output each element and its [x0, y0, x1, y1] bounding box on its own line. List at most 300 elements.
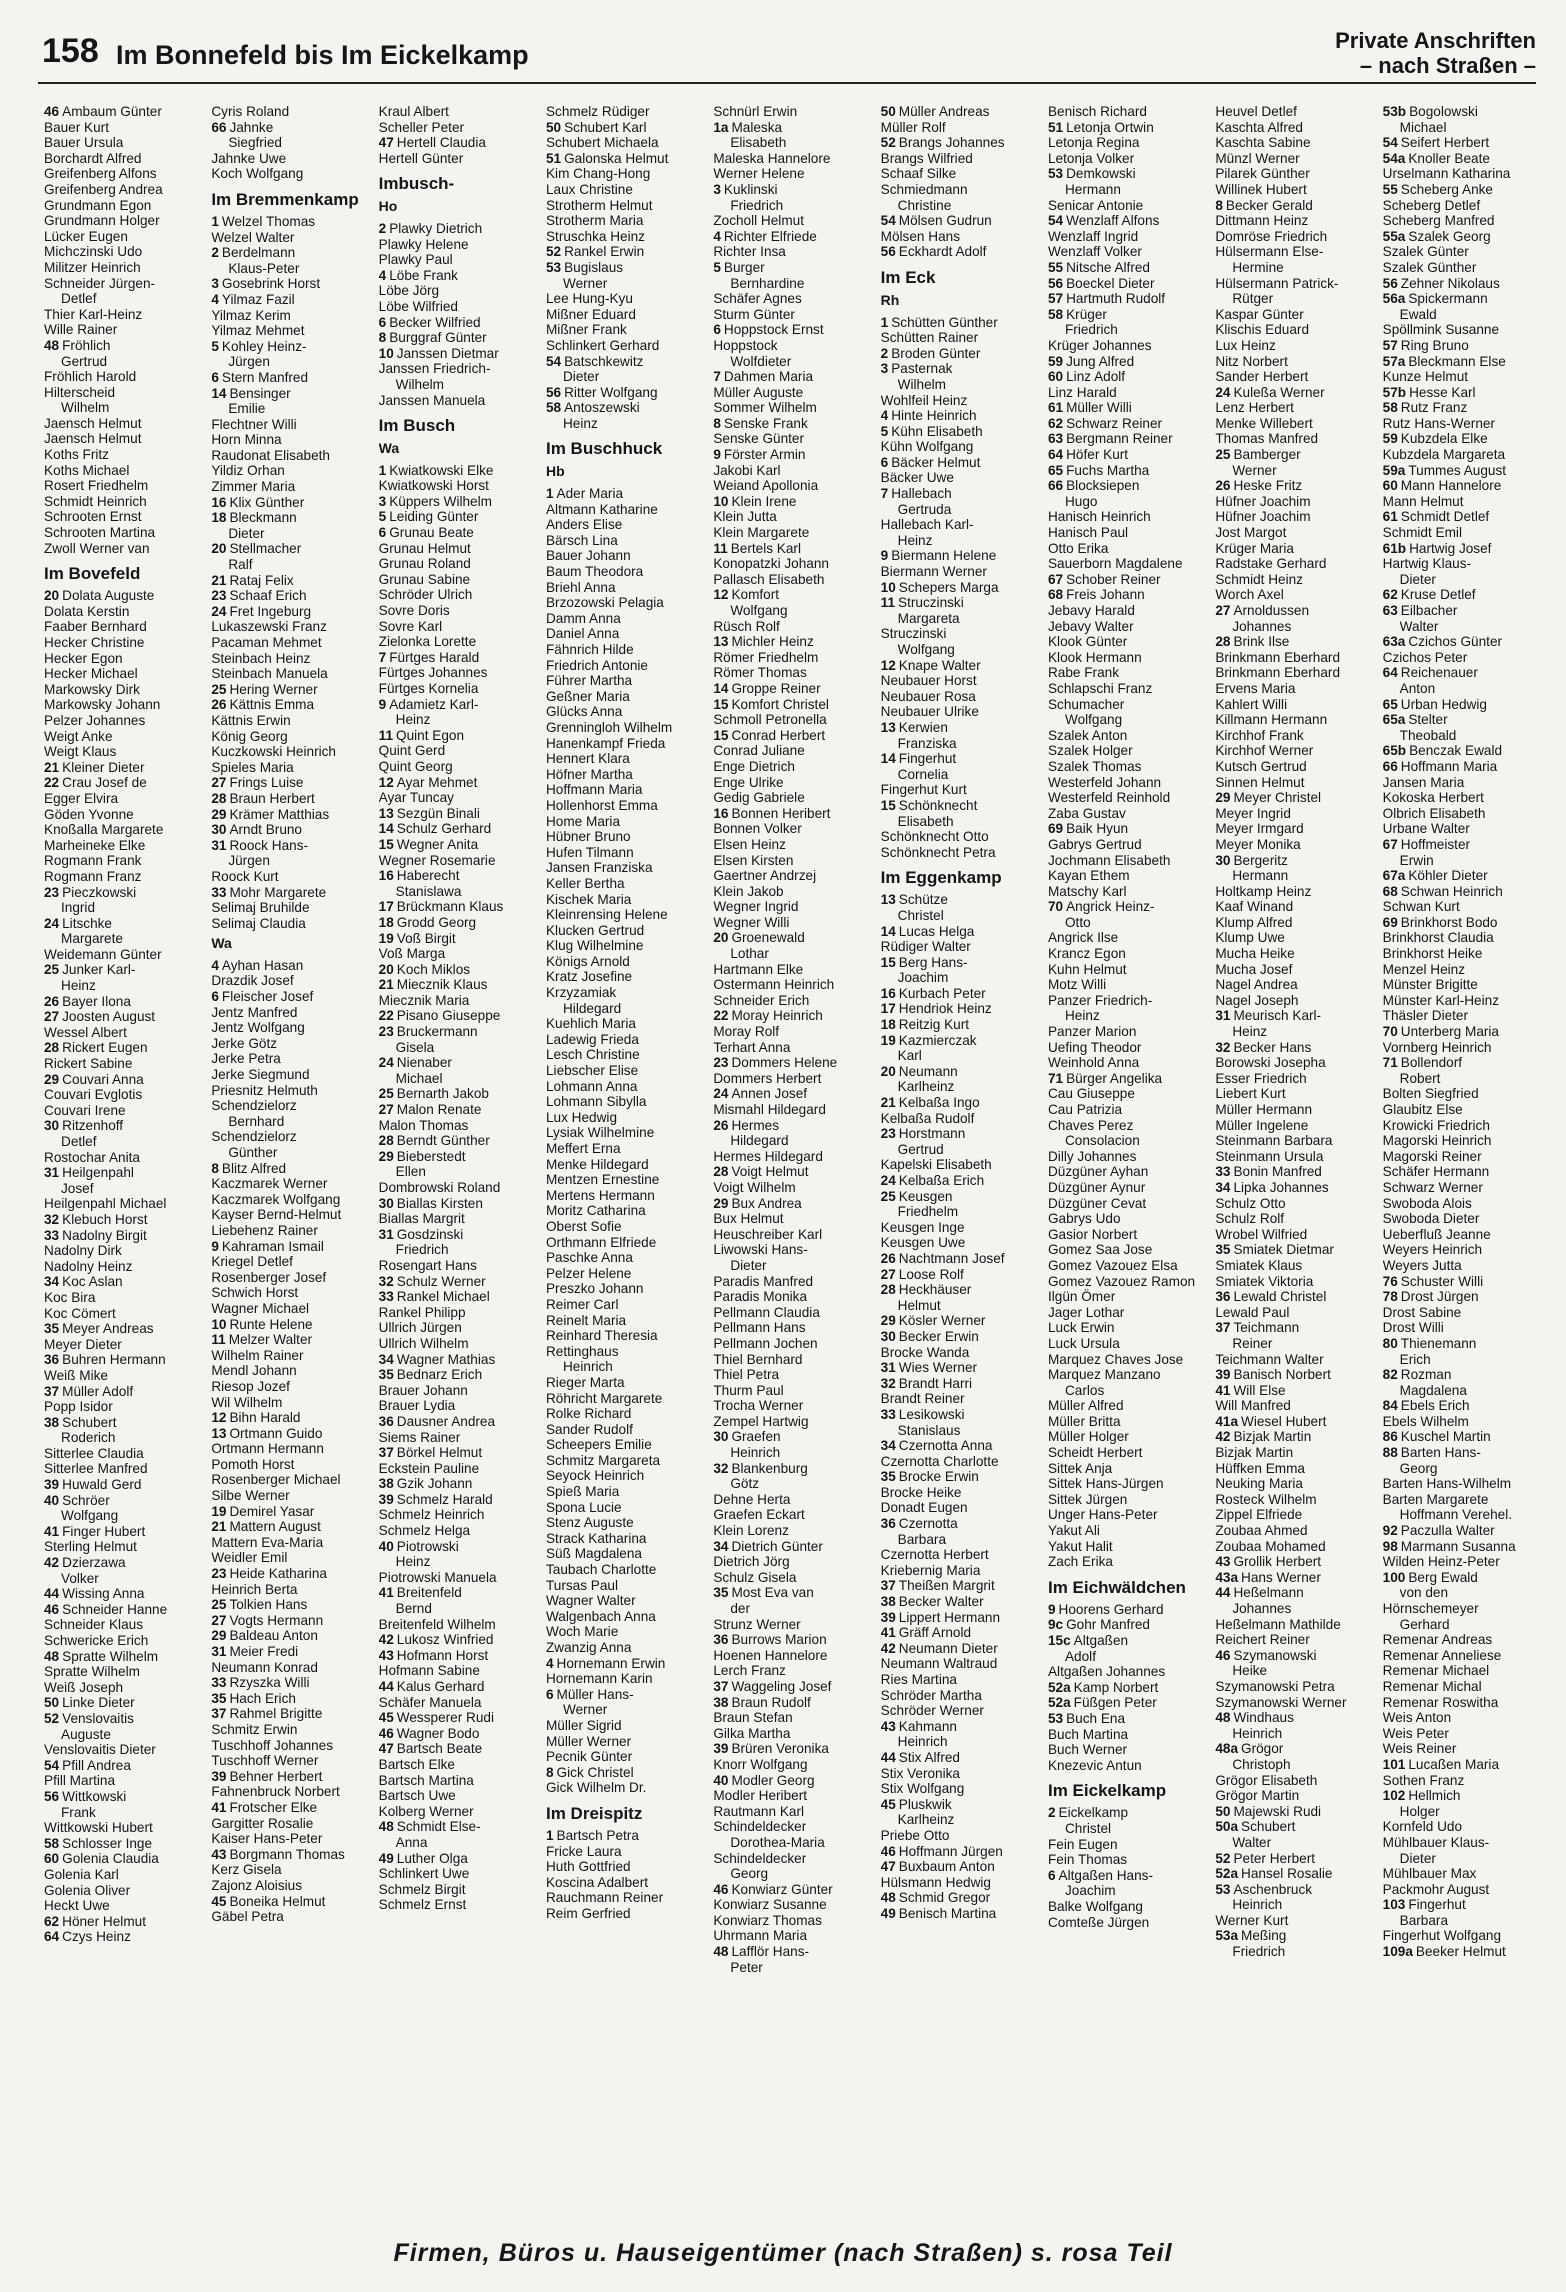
listing-entry: Hornemann Karin [545, 1671, 653, 1687]
listing-continuation: Dieter [562, 369, 600, 385]
listing-entry: Kättnis Erwin [211, 712, 291, 728]
listing-entry: Rieger Marta [545, 1374, 625, 1390]
listing-entry: Müller Britta [1047, 1413, 1121, 1429]
listing-entry: Fricke Laura [545, 1843, 622, 1859]
resident-name: Spickermann [1408, 291, 1488, 307]
house-number: 29 [1215, 790, 1231, 806]
listing-entry: Otto Erika [1047, 540, 1109, 556]
listing-entry [379, 509, 536, 525]
listing-entry: Jansen Maria [1382, 774, 1465, 790]
house-number: 61 [1382, 509, 1398, 525]
listing-entry: Gomez Vazouez Elsa [1047, 1257, 1178, 1273]
resident-name: Blocksiepen [1066, 478, 1140, 494]
resident-name: Golenia Claudia [62, 1851, 159, 1867]
resident-name: Arndt Bruno [229, 822, 302, 838]
listing-continuation: Heinrich [562, 1359, 613, 1375]
listing-continuation: Walter [1232, 1834, 1272, 1850]
resident-name: Mohr Margarete [229, 884, 327, 900]
listing-entry: Yilmaz Mehmet [211, 323, 305, 339]
house-number: 44 [44, 1586, 60, 1602]
resident-name: Hendriok Heinz [898, 1001, 992, 1017]
house-number: 64 [44, 1929, 60, 1945]
listing-entry: Gilka Martha [713, 1725, 791, 1741]
house-number: 50 [880, 104, 896, 119]
listing-entry: Faaber Bernhard [44, 619, 147, 635]
resident-name: Wenzlaff Alfons [1066, 213, 1160, 229]
listing-continuation: Detlef [61, 1134, 97, 1149]
listing-entry: Keusgen Inge [880, 1219, 965, 1235]
resident-name: Buch Ena [1066, 1710, 1126, 1726]
listing-entry: Rosert Friedhelm [44, 478, 149, 494]
listing-continuation: Volker [61, 1570, 99, 1586]
listing-entry: Kuehlich Maria [545, 1016, 636, 1032]
resident-name: Knape Walter [898, 657, 981, 673]
house-number: 65 [1047, 462, 1064, 478]
listing-entry [1215, 1414, 1372, 1430]
listing-entry [379, 697, 536, 713]
street-heading: Im Eichwäldchen [1047, 1577, 1186, 1597]
listing-entry [713, 1773, 870, 1789]
listing-entry [44, 1711, 201, 1727]
listing-entry: Schumacher [1047, 696, 1125, 712]
house-number: 10 [378, 345, 394, 361]
listing-entry: Kelbaßa Rudolf [880, 1110, 975, 1126]
listing-entry [1215, 790, 1372, 806]
listing-entry [1383, 759, 1540, 775]
listing-entry: Klein Jutta [713, 509, 777, 525]
listing-entry: Janssen Friedrich- [378, 361, 491, 377]
listing-entry [44, 1274, 201, 1290]
listing-entry: Nadolny Dirk [44, 1243, 122, 1259]
house-number: 19 [211, 1503, 227, 1519]
house-number: 32 [713, 1460, 729, 1476]
listing-entry: Münzl Werner [1215, 150, 1300, 166]
resident-name: Schwan Heinrich [1400, 883, 1503, 899]
listing-entry: Wohlfeil Heinz [880, 392, 968, 408]
listing-entry: Schrooten Martina [44, 525, 156, 541]
resident-name: Börkel Helmut [396, 1445, 483, 1461]
listing-entry: Eckstein Pauline [378, 1460, 480, 1476]
listing-entry: Mattern Eva-Maria [211, 1534, 324, 1550]
resident-name: Paczulla Walter [1400, 1523, 1495, 1539]
listing-continuation: Rütger [1232, 291, 1274, 307]
listing-entry [713, 634, 870, 650]
resident-name: Lipka Johannes [1233, 1179, 1329, 1195]
resident-name: Boneika Helmut [229, 1893, 326, 1909]
listing-entry: Münster Brigitte [1382, 977, 1478, 993]
listing-entry [713, 806, 870, 822]
resident-name: Theißen Margrit [898, 1578, 995, 1594]
listing-entry: Bauer Kurt [44, 119, 109, 135]
listing-continuation: Robert [1399, 1070, 1441, 1086]
listing-entry [1383, 1429, 1540, 1445]
house-number: 48 [1215, 1710, 1231, 1726]
listing-entry: Pecnik Günter [545, 1749, 633, 1765]
house-number: 6 [1047, 1867, 1056, 1883]
listing-entry [1215, 1383, 1372, 1399]
listing-entry: Hanenkampf Frieda [545, 735, 666, 751]
listing-entry: Brinkmann Eberhard [1215, 649, 1341, 665]
listing-entry [546, 400, 703, 416]
house-number: 57 [1047, 291, 1064, 307]
street-heading: Imbusch- [378, 174, 455, 194]
listing-entry: Baum Theodora [545, 564, 644, 580]
house-number: 28 [211, 790, 227, 806]
listing-entry: Fein Eugen [1047, 1836, 1118, 1852]
listing-continuation: Ingrid [61, 900, 96, 916]
resident-name: Bonnen Heribert [731, 805, 831, 821]
listing-entry [44, 1228, 201, 1244]
house-number: 41 [1215, 1382, 1231, 1398]
house-number: 50 [1215, 1803, 1231, 1819]
listing-entry: Weis Reiner [1382, 1741, 1457, 1757]
listing-entry [44, 1384, 201, 1400]
listing-entry: Czichos Peter [1382, 649, 1468, 665]
resident-name: Dzierzawa [62, 1555, 126, 1571]
listing-entry: Steinmann Barbara [1215, 1133, 1333, 1149]
listing-entry: Swoboda Alois [1382, 1195, 1472, 1211]
house-number: 31 [211, 837, 227, 853]
listing-entry [881, 1438, 1038, 1454]
house-number: 68 [1382, 883, 1398, 899]
listing-entry: Zajonz Aloisius [211, 1877, 302, 1893]
listing-entry: Schröder Martha [880, 1687, 982, 1703]
listing-entry [44, 994, 201, 1010]
resident-name: Pluskwik [898, 1796, 952, 1812]
listing-entry [1048, 1602, 1205, 1618]
resident-name: Förster Armin [723, 447, 806, 463]
listing-entry: Neumann Konrad [211, 1659, 318, 1675]
house-number: 13 [378, 805, 394, 821]
listing-entry [211, 1332, 368, 1348]
listing-entry: Hanisch Paul [1047, 525, 1129, 541]
resident-name: Braun Herbert [229, 790, 315, 806]
listing-entry [211, 573, 368, 589]
listing-entry: Riesop Jozef [211, 1378, 290, 1394]
listing-continuation: Magdalena [1399, 1382, 1467, 1398]
listing-entry: Sauerborn Magdalene [1047, 556, 1183, 572]
house-number: 65 [1382, 696, 1398, 712]
house-number: 6 [378, 525, 387, 541]
listing-entry: Buch Martina [1047, 1726, 1129, 1742]
house-number: 1 [211, 213, 219, 229]
listing-continuation: Klaus-Peter [228, 260, 300, 276]
listing-continuation: Emilie [228, 401, 266, 417]
resident-name: Wittkowski [62, 1788, 127, 1804]
listing-entry: Pellmann Jochen [713, 1335, 818, 1351]
listing-entry: Mucha Josef [1215, 961, 1293, 977]
listing-entry [1215, 1320, 1372, 1336]
resident-name: Gosdzinski [396, 1226, 464, 1242]
resident-name: Peter Herbert [1233, 1850, 1316, 1866]
resident-name: Bux Andrea [731, 1195, 802, 1211]
listing-entry: Kaiser Hans-Peter [211, 1831, 323, 1847]
resident-name: Küppers Wilhelm [389, 493, 492, 509]
listing-entry: Weidler Emil [211, 1550, 288, 1566]
listing-entry: Klein Jakob [713, 883, 784, 899]
resident-name: Most Eva van [731, 1585, 814, 1601]
listing-entry: Grunau Sabine [378, 571, 471, 587]
listing-entry [211, 495, 368, 511]
listing-entry: Jebavy Walter [1047, 618, 1134, 634]
listing-entry: Buch Werner [1047, 1742, 1128, 1758]
listing-entry [44, 1009, 201, 1025]
listing-entry: Graefen Eckart [713, 1507, 805, 1523]
listing-entry: Kriegel Detlef [211, 1254, 293, 1270]
resident-name: Schneider Hanne [62, 1601, 168, 1617]
listing-entry: Wegner Willi [713, 914, 790, 930]
listing-continuation: Wolfgang [1064, 712, 1123, 728]
resident-name: Voigt Helmut [731, 1164, 809, 1180]
resident-name: Reichenauer [1400, 665, 1478, 681]
house-number: 66 [1382, 758, 1398, 774]
listing-entry: Schulz Rolf [1215, 1211, 1285, 1227]
listing-entry: Weiand Apollonia [713, 478, 819, 494]
listing-entry: Lücker Eugen [44, 228, 128, 244]
resident-name: Bleckmann [229, 510, 297, 526]
house-number: 12 [713, 587, 729, 603]
listing-entry: Biermann Werner [880, 564, 987, 580]
listing-entry: Hollenhorst Emma [545, 797, 658, 813]
listing-continuation: Barbara [897, 1531, 947, 1547]
house-number: 51 [545, 150, 562, 166]
house-number: 2 [1047, 1805, 1056, 1821]
resident-name: Klebuch Horst [62, 1211, 148, 1227]
resident-name: Wagner Bodo [396, 1725, 480, 1741]
listing-continuation: Lothar [730, 946, 769, 962]
resident-name: Grollik Herbert [1233, 1554, 1322, 1570]
listing-entry: Remenar Andreas [1382, 1632, 1493, 1648]
house-number: 68 [1047, 587, 1064, 603]
listing-entry: Magorski Reiner [1382, 1148, 1482, 1164]
listing-entry: Müller Holger [1047, 1429, 1129, 1445]
listing-entry [546, 1828, 703, 1844]
listing-continuation: Heinz [562, 415, 598, 431]
resident-name: Stellmacher [229, 541, 302, 557]
listing-entry: Zaba Gustav [1047, 805, 1126, 821]
resident-name: Demirel Yasar [229, 1503, 315, 1519]
directory-column [379, 104, 536, 2230]
listing-entry [44, 1477, 201, 1493]
listing-entry [1048, 120, 1205, 136]
footer-note: Firmen, Büros u. Hauseigentümer (nach Straßen) s. rosa Teil [393, 2239, 1173, 2267]
listing-entry: Sommer Wilhelm [713, 400, 817, 416]
listing-entry: Werner Kurt [1215, 1912, 1289, 1928]
listing-entry: Spratte Wilhelm [44, 1664, 140, 1680]
resident-name: Müller Andreas [898, 104, 990, 119]
listing-continuation: Barbara [1399, 1912, 1449, 1928]
resident-name: Benisch Martina [898, 1905, 997, 1921]
listing-entry: Knezevic Antun [1047, 1757, 1142, 1773]
listing-continuation: von den [1399, 1585, 1449, 1601]
house-number: 33 [211, 884, 227, 900]
listing-entry: Lysiak Wilhelmine [545, 1125, 655, 1141]
resident-name: Höner Helmut [62, 1913, 146, 1929]
house-number: 33 [378, 1289, 394, 1305]
listing-entry [1215, 1648, 1372, 1664]
listing-entry [881, 1844, 1038, 1860]
listing-entry [211, 989, 368, 1005]
listing-entry [881, 1001, 1038, 1017]
listing-entry: Weidemann Günter [44, 946, 162, 962]
listing-entry: Jebavy Harald [1047, 603, 1135, 618]
listing-continuation: Margarete [61, 931, 123, 947]
house-number: 28 [378, 1133, 394, 1149]
listing-entry: Stix Wolfgang [880, 1781, 965, 1797]
listing-entry: Cau Patrizia [1047, 1102, 1123, 1117]
house-number: 16 [880, 985, 896, 1001]
listing-continuation: Gertrud [61, 353, 108, 369]
listing-entry [211, 1597, 368, 1613]
house-number: 2 [211, 245, 219, 261]
house-number: 1 [545, 486, 554, 502]
house-number: 58 [545, 400, 562, 416]
listing-entry: Ullrich Jürgen [378, 1320, 462, 1336]
resident-name: Antoszewski [564, 400, 640, 416]
listing-entry [211, 1691, 368, 1707]
house-number: 42 [880, 1640, 896, 1656]
resident-name: Drost Jürgen [1400, 1289, 1479, 1305]
resident-name: Kamp Norbert [1073, 1679, 1159, 1695]
resident-name: Mölsen Gudrun [898, 213, 992, 229]
listing-entry [713, 120, 870, 136]
house-number: 38 [713, 1694, 729, 1710]
house-number: 4 [880, 408, 889, 424]
listing-entry: Plawky Paul [378, 252, 453, 268]
house-number: 41a [1215, 1413, 1239, 1429]
resident-name: Will Else [1233, 1382, 1286, 1398]
listing-entry: Steinmann Ursula [1215, 1148, 1324, 1164]
listing-entry: Kim Chang-Hong [545, 166, 651, 182]
listing-entry: Meyer Ingrid [1215, 805, 1291, 821]
resident-name: Kwiatkowski Elke [389, 462, 494, 478]
listing-entry: Wenzlaff Volker [1047, 244, 1142, 260]
house-number: 56a [1382, 291, 1406, 307]
listing-continuation: Wilhelm [61, 400, 110, 416]
resident-name: Huwald Gerd [62, 1477, 142, 1493]
house-number: 55 [1382, 181, 1398, 197]
listing-entry: Dehne Herta [713, 1491, 791, 1507]
listing-entry: Hermes Hildegard [713, 1148, 823, 1164]
resident-name: Czernotta [898, 1516, 958, 1532]
house-number: 52 [1215, 1850, 1231, 1866]
listing-entry [1383, 603, 1540, 619]
house-number: 6 [545, 1686, 554, 1702]
listing-entry: Gedig Gabriele [713, 790, 805, 806]
listing-entry: Krüger Johannes [1047, 337, 1152, 353]
house-number: 66 [1047, 478, 1064, 494]
listing-entry: Dietrich Jörg [713, 1554, 790, 1570]
listing-entry: Kirchhof Frank [1215, 727, 1304, 743]
listing-entry: Paradis Manfred [713, 1273, 814, 1289]
listing-entry: Enge Ulrike [713, 774, 784, 790]
listing-entry [379, 821, 536, 837]
listing-entry: Koscina Adalbert [545, 1874, 649, 1890]
resident-name: Hoffmann Maria [1400, 758, 1498, 774]
listing-entry: Strunz Werner [713, 1616, 801, 1632]
listing-entry [881, 1126, 1038, 1142]
listing-entry: Jost Margot [1215, 525, 1287, 541]
house-number: 33 [1215, 1164, 1231, 1180]
listing-continuation: Werner [562, 1702, 608, 1718]
listing-entry: Senicar Antonie [1047, 197, 1144, 213]
listing-entry [881, 924, 1038, 940]
house-number: 36 [44, 1352, 60, 1368]
resident-name: Wiesel Hubert [1241, 1413, 1327, 1429]
house-number: 71 [1382, 1055, 1398, 1071]
listing-entry [379, 1227, 536, 1243]
resident-name: Schmelz Harald [396, 1491, 493, 1507]
house-number: 44 [378, 1679, 394, 1694]
listing-continuation: Holger [1399, 1803, 1440, 1819]
listing-continuation: Cornelia [897, 766, 949, 782]
listing-entry: Golenia Karl [44, 1866, 119, 1882]
listing-entry: Enge Dietrich [713, 758, 795, 774]
resident-name: Müller Adolf [62, 1383, 134, 1399]
house-number: 7 [880, 486, 889, 502]
resident-name: Stern Manfred [221, 369, 309, 385]
listing-entry: Klump Alfred [1215, 914, 1293, 930]
listing-entry: Wilhelm Rainer [211, 1347, 304, 1363]
resident-name: Kösler Werner [898, 1313, 986, 1329]
house-number: 36 [880, 1516, 896, 1532]
listing-entry: Heßelmann Mathilde [1215, 1616, 1341, 1632]
house-number: 24 [1215, 384, 1231, 400]
resident-name: Fuchs Martha [1066, 462, 1150, 478]
listing-entry: Yakut Ali [1047, 1523, 1100, 1539]
resident-name: Eckhardt Adolf [898, 244, 987, 260]
listing-entry: Walgenbach Anna [545, 1608, 656, 1624]
house-number: 18 [378, 914, 394, 930]
listing-entry: Königs Arnold [545, 953, 630, 969]
house-number: 35 [713, 1585, 729, 1601]
listing-entry: Düzgüner Ayhan [1047, 1164, 1149, 1180]
listing-entry [1048, 478, 1205, 494]
resident-name: Becker Erwin [898, 1328, 979, 1344]
resident-name: Becker Walter [898, 1594, 984, 1610]
listing-entry: Ladewig Frieda [545, 1031, 639, 1047]
listing-entry: Jentz Wolfgang [211, 1020, 305, 1036]
listing-entry [211, 791, 368, 807]
resident-name: Hoppstock Ernst [723, 322, 824, 338]
listing-entry: Menke Hildegard [545, 1156, 649, 1172]
listing-entry [881, 580, 1038, 596]
listing-entry: Schwich Horst [211, 1285, 299, 1301]
resident-name: Lewald Christel [1233, 1289, 1327, 1305]
resident-name: Struczinski [898, 595, 964, 611]
listing-entry: Dilly Johannes [1047, 1148, 1137, 1164]
house-number: 64 [1047, 447, 1064, 463]
listing-entry [1215, 634, 1372, 650]
resident-name: Kahraman Ismail [221, 1238, 324, 1254]
listing-entry: Smiatek Viktoria [1215, 1273, 1314, 1289]
listing-entry: Bauer Johann [545, 548, 631, 564]
listing-entry: Wittkowski Hubert [44, 1820, 153, 1836]
listing-entry: Huth Gottfried [545, 1859, 631, 1875]
listing-entry: Schendzielorz [211, 1098, 297, 1114]
listing-entry: Steinbach Manuela [211, 666, 328, 682]
listing-entry [44, 104, 201, 120]
listing-entry [713, 1118, 870, 1134]
listing-entry: Schneider Erich [713, 992, 810, 1008]
listing-entry: Pelzer Helene [545, 1265, 632, 1281]
listing-entry: Rautmann Karl [713, 1803, 804, 1819]
house-number: 88 [1382, 1445, 1398, 1461]
listing-entry [881, 1173, 1038, 1189]
house-number: 58 [44, 1835, 60, 1851]
listing-entry [881, 548, 1038, 564]
listing-entry: Militzer Heinrich [44, 259, 141, 275]
